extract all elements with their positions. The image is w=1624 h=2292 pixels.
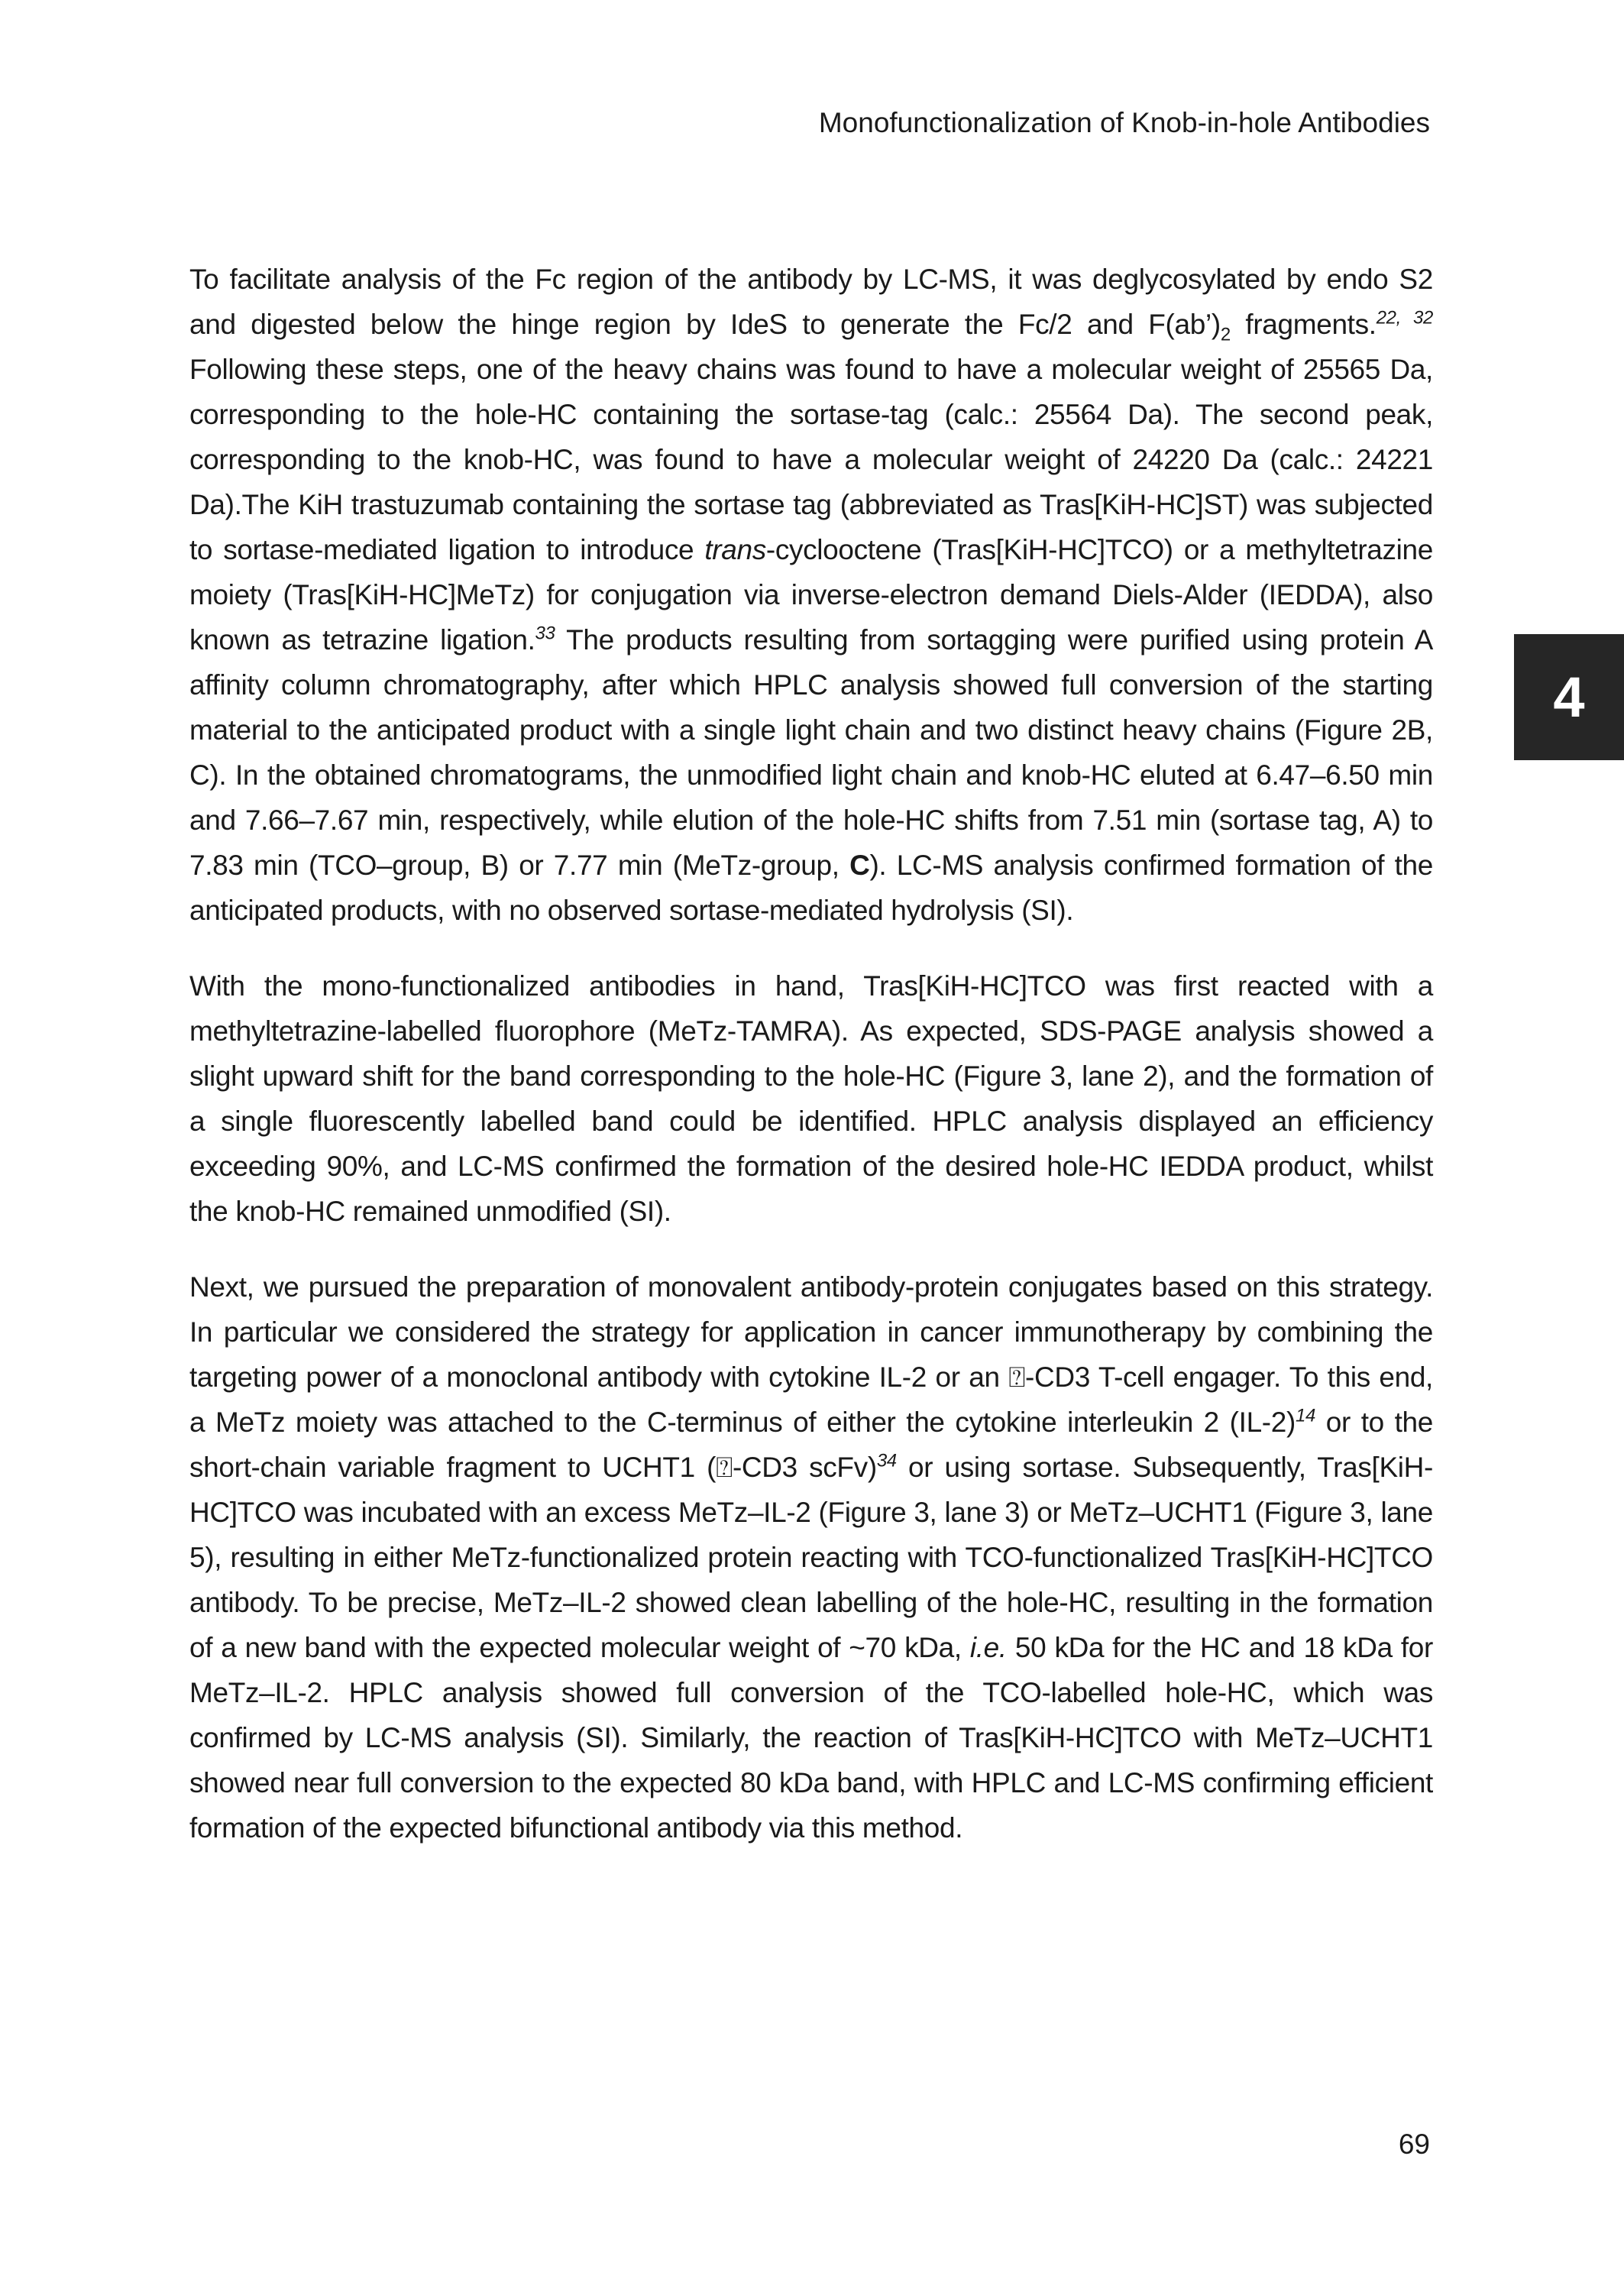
paragraph-2: With the mono-functionalized antibodies in hand, Tras[KiH-HC]TCO was first reacted with a methyltetrazine-labelled fluorophore (MeTz-TAMRA). As expected, SDS-PAGE analysis showed a slight upward shift for the band corresponding to the hole-HC (Figure 3, lane 2), and the formation of a single fluorescently labelled band could be identified. HPLC analysis displayed an efficiency exceeding 90%, and LC-MS confirmed the formation of the desired hole-HC IEDDA product, whilst the knob-HC remained unmodified (SI).	[189, 970, 1433, 1227]
paragraph-1	[189, 257, 1433, 933]
p1-italic-trans: trans	[704, 534, 766, 565]
chapter-number: 4	[1553, 665, 1585, 729]
p3-italic-ie: i.e.	[969, 1632, 1007, 1663]
p1-text-b: fragments.	[1230, 309, 1377, 340]
p3-reference-1: 14	[1295, 1405, 1315, 1426]
p1-subscript: 2	[1220, 324, 1231, 345]
p1-text-c: Following these steps, one of the heavy chains was found to have a molecular weight of 25565 Da, corresponding to the hole-HC containing the sortase-tag (calc.: 25564 Da). The second peak, corresponding to the knob-HC, was found to have a molecular weight of 24220 Da (calc.: 24221 Da).The KiH trastuzumab containing the sortase tag (abbreviated as Tras[KiH-HC]ST) was subjected to sortase-mediated ligation to introduce	[189, 354, 1433, 565]
p1-reference-2: 33	[535, 623, 555, 644]
chapter-tab	[1514, 634, 1624, 760]
paragraph-3	[189, 1264, 1433, 1850]
p1-text-a: To facilitate analysis of the Fc region of the antibody by LC-MS, it was deglycosylated by endo S2 and digested below the hinge region by IdeS to generate the Fc/2 and F(ab’)	[189, 264, 1433, 340]
p1-text-f: ). LC-MS analysis confirmed formation of the anticipated products, with no observed sortase-mediated hydrolysis (SI).	[189, 850, 1433, 926]
p1-reference-1: 22, 32	[1376, 307, 1433, 329]
body-text	[189, 257, 1433, 1881]
p1-text-e: The products resulting from sortagging were purified using protein A affinity column chromatography, after which HPLC analysis showed full conversion of the starting material to the anticipated product with a single light chain and two distinct heavy chains (Figure 2B, C). In the obtained chromatograms, the unmodified light chain and knob-HC eluted at 6.47–6.50 min and 7.66–7.67 min, respectively, while elution of the hole-HC shifts from 7.51 min (sortase tag, A) to 7.83 min (TCO–group, B) or 7.77 min (MeTz-group,	[189, 624, 1434, 881]
p3-reference-2: 34	[876, 1450, 897, 1471]
p3-text-c: or using sortase. Subsequently, Tras[KiH-HC]TCO was incubated with an excess MeTz–IL-2 (Figure 3, lane 3) or MeTz–UCHT1 (Figure 3, lane 5), resulting in either MeTz-functionalized protein reacting with TCO-functionalized Tras[KiH-HC]TCO antibody. To be precise, MeTz–IL-2 showed clean labelling of the hole-HC, resulting in the formation of a new band with the expected molecular weight of ~70 kDa,	[189, 1452, 1433, 1663]
p1-text-d: -cyclooctene (Tras[KiH-HC]TCO) or a methyltetrazine moiety (Tras[KiH-HC]MeTz) for conjugation via inverse-electron demand Diels-Alder (IEDDA), also known as tetrazine ligation.	[189, 534, 1433, 656]
p1-bold-c: C	[849, 850, 870, 881]
p3-text-b: or to the short-chain variable fragment to UCHT1 (⍰-CD3 scFv)	[189, 1407, 1433, 1483]
p3-text-d: 50 kDa for the HC and 18 kDa for MeTz–IL-2. HPLC analysis showed full conversion of the TCO-labelled hole-HC, which was confirmed by LC-MS analysis (SI). Similarly, the reaction of Tras[KiH-HC]TCO with MeTz–UCHT1 showed near full conversion to the expected 80 kDa band, with HPLC and LC-MS confirming efficient formation of the expected bifunctional antibody via this method.	[189, 1632, 1434, 1844]
running-header: Monofunctionalization of Knob-in-hole Antibodies	[818, 107, 1430, 138]
page-number: 69	[1398, 2129, 1430, 2160]
p3-text-a: Next, we pursued the preparation of monovalent antibody-protein conjugates based on this strategy. In particular we considered the strategy for application in cancer immunotherapy by combining the targeting power of a monoclonal antibody with cytokine IL-2 or an ⍰-CD3 T-cell engager. To this end, a MeTz moiety was attached to the C-terminus of either the cytokine interleukin 2 (IL-2)	[189, 1271, 1433, 1438]
